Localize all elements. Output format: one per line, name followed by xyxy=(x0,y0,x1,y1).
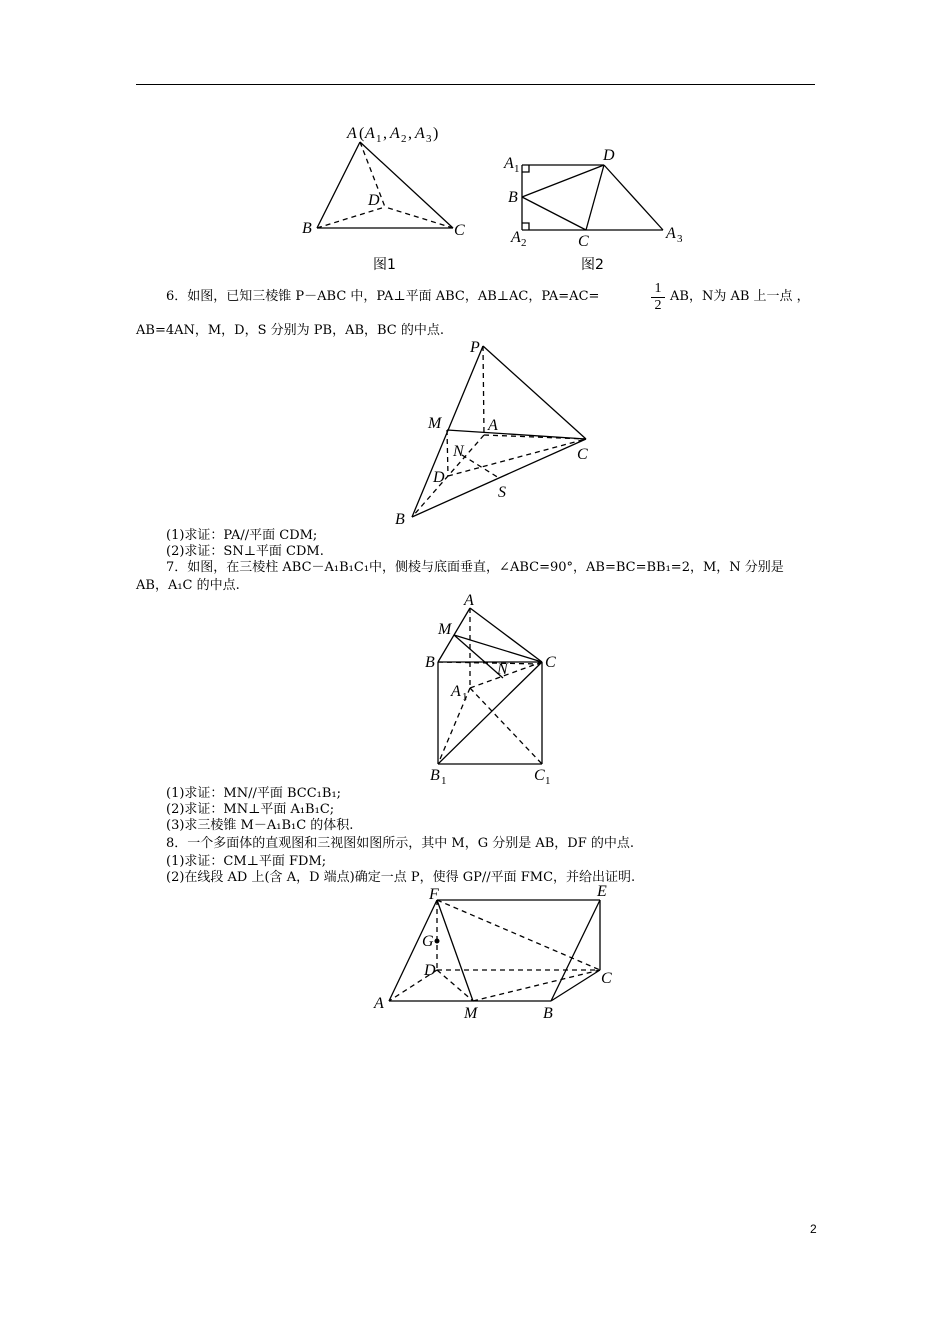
fig6-label-b: B xyxy=(395,511,405,528)
fig1-label-a2-sub: 2 xyxy=(401,133,407,145)
figure-7-diagram xyxy=(420,588,570,788)
fig2-label-a1: A xyxy=(504,155,514,172)
figure-8-diagram xyxy=(370,882,620,1022)
fig1-label-a1-sub: 1 xyxy=(376,133,382,145)
fig6-label-p: P xyxy=(470,339,480,356)
fig7-label-c1-sub: 1 xyxy=(545,775,551,787)
problem-7-question-2: (2)求证：MN⊥平面 A₁B₁C; xyxy=(166,802,335,817)
fig7-label-a1: A xyxy=(451,683,461,700)
fig7-label-a: A xyxy=(464,592,474,609)
fig8-label-g: G xyxy=(422,933,434,950)
page-number: 2 xyxy=(810,1222,817,1236)
fig7-label-b: B xyxy=(425,654,435,671)
header-rule xyxy=(136,84,815,85)
fig8-label-e: E xyxy=(597,883,607,900)
fig1-paren-close: ) xyxy=(433,125,439,142)
figure-7 xyxy=(420,588,570,788)
fig1-label-a3: A xyxy=(415,125,425,142)
fig1-label-d: D xyxy=(368,192,380,209)
fig7-label-n: N xyxy=(497,661,508,678)
fig6-label-c: C xyxy=(577,446,588,463)
fig6-label-s: S xyxy=(498,484,506,501)
figure-1-diagram xyxy=(290,118,470,248)
fig6-label-a: A xyxy=(488,417,498,434)
fig2-label-b: B xyxy=(508,189,518,206)
figure-6 xyxy=(390,335,600,530)
fig7-label-a1-sub: 1 xyxy=(462,691,468,703)
fig6-label-n: N xyxy=(453,443,464,460)
figure-1 xyxy=(290,118,470,248)
problem-8-question-2: (2)在线段 AD 上(含 A，D 端点)确定一点 P，使得 GP//平面 FMC，并给出证明. xyxy=(166,870,636,885)
fig8-label-m: M xyxy=(464,1005,478,1022)
fig1-paren-open: ( xyxy=(359,125,365,142)
point-g-marker xyxy=(435,939,440,944)
fig2-label-a2: A xyxy=(511,229,521,246)
fraction-numerator: 1 xyxy=(651,281,665,298)
fig1-label-a2: A xyxy=(390,125,400,142)
fig1-label-a1: A xyxy=(365,125,375,142)
problem-6-question-2: (2)求证：SN⊥平面 CDM. xyxy=(166,544,324,559)
fig2-label-a2-sub: 2 xyxy=(521,237,527,249)
fig8-label-d: D xyxy=(424,962,436,979)
fig7-label-m: M xyxy=(438,621,452,638)
fig2-label-d: D xyxy=(603,147,615,164)
fig2-label-c: C xyxy=(578,233,589,250)
fig8-label-f: F xyxy=(429,886,439,903)
fraction-denominator: 2 xyxy=(654,298,662,313)
fig8-label-b: B xyxy=(543,1005,553,1022)
fig1-label-b: B xyxy=(302,220,312,237)
figure-8 xyxy=(370,882,620,1022)
fig1-label-a3-sub: 3 xyxy=(426,133,432,145)
fig8-label-a: A xyxy=(374,995,384,1012)
problem-6-line-2: AB=4AN，M，D，S 分别为 PB，AB，BC 的中点. xyxy=(136,323,445,338)
fig7-label-b1-sub: 1 xyxy=(441,775,447,787)
figure-2-caption: 图2 xyxy=(581,257,604,273)
fig1-comma-2: , xyxy=(408,125,412,142)
problem-6-question-1: (1)求证：PA//平面 CDM; xyxy=(166,528,318,543)
figure-2 xyxy=(500,145,690,250)
fig1-label-a: A xyxy=(347,125,357,142)
fig6-label-m: M xyxy=(428,415,442,432)
fig8-label-c: C xyxy=(601,970,612,987)
fig2-label-a1-sub: 1 xyxy=(514,163,520,175)
fig7-label-c: C xyxy=(545,654,556,671)
fig6-label-d: D xyxy=(433,469,445,486)
problem-7-line-2: AB，A₁C 的中点. xyxy=(136,578,240,593)
fig7-label-b1: B xyxy=(430,767,440,784)
fig7-label-c1: C xyxy=(534,767,545,784)
figure-2-diagram xyxy=(500,145,690,250)
problem-6-line-1-after: AB，N为 AB 上一点 ， xyxy=(670,289,810,304)
fig2-label-a3: A xyxy=(666,225,676,242)
fig2-label-a3-sub: 3 xyxy=(677,233,683,245)
problem-6-line-1-before: 6．如图，已知三棱锥 P－ABC 中，PA⊥平面 ABC，AB⊥AC，PA=AC= xyxy=(166,289,600,304)
problem-7-line-1: 7．如图，在三棱柱 ABC－A₁B₁C₁中，侧棱与底面垂直，∠ABC=90°，AB=BC=BB₁=2，M，N 分别是 xyxy=(166,560,784,575)
problem-7-question-1: (1)求证：MN//平面 BCC₁B₁; xyxy=(166,786,342,801)
problem-8-question-1: (1)求证：CM⊥平面 FDM; xyxy=(166,854,327,869)
figure-6-diagram xyxy=(390,335,600,530)
figure-1-caption: 图1 xyxy=(373,257,396,273)
problem-6-fraction xyxy=(651,281,665,314)
problem-7-question-3: (3)求三棱锥 M－A₁B₁C 的体积. xyxy=(166,818,354,833)
fig1-comma-1: , xyxy=(383,125,387,142)
fig1-label-c: C xyxy=(454,222,465,239)
problem-8-line-1: 8．一个多面体的直观图和三视图如图所示，其中 M，G 分别是 AB，DF 的中点. xyxy=(166,836,635,851)
